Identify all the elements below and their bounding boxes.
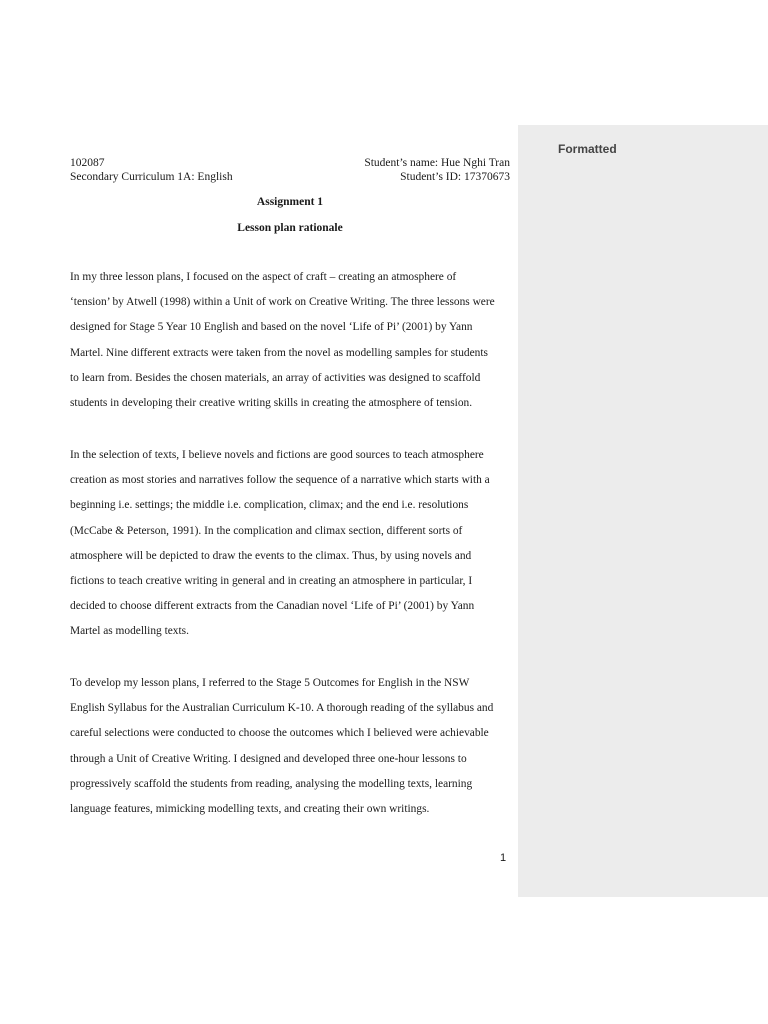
paragraph-2	[70, 443, 510, 645]
comments-pane	[518, 125, 768, 897]
text-line: through a Unit of Creative Writing. I designed and developed three one-hour lessons to	[70, 752, 467, 765]
text-line: students in developing their creative writing skills in creating the atmosphere of tension.	[70, 397, 473, 410]
text-line: to learn from. Besides the chosen materials, an array of activities was designed to scaffold	[70, 371, 481, 384]
text-line: (McCabe & Peterson, 1991). In the complication and climax section, different sorts of	[70, 524, 463, 537]
student-name: Student’s name: Hue Nghi Tran	[364, 157, 510, 169]
document-subtitle: Lesson plan rationale	[237, 222, 343, 234]
text-line: creation as most stories and narratives follow the sequence of a narrative which starts with a	[70, 474, 490, 487]
formatted-comment-label: Formatted	[558, 142, 617, 156]
text-line: Martel as modelling texts.	[70, 625, 189, 638]
text-line: progressively scaffold the students from reading, analysing the modelling texts, learning	[70, 777, 473, 790]
paragraph-1	[70, 265, 510, 416]
text-line: ‘tension’ by Atwell (1998) within a Unit of work on Creative Writing. The three lessons were	[70, 296, 495, 309]
course-code: 102087	[70, 157, 105, 169]
student-id: Student’s ID: 17370673	[400, 171, 510, 183]
text-line: fictions to teach creative writing in general and in creating an atmosphere in particular, I	[70, 575, 473, 588]
text-line: atmosphere will be depicted to draw the events to the climax. Thus, by using novels and	[70, 549, 472, 562]
text-line: In my three lesson plans, I focused on the aspect of craft – creating an atmosphere of	[70, 271, 457, 283]
paragraph-3	[70, 671, 510, 822]
page-number: 1	[500, 852, 507, 864]
text-line: beginning i.e. settings; the middle i.e. complication, climax; and the end i.e. resolutions	[70, 499, 469, 512]
text-line: careful selections were conducted to choose the outcomes which I believed were achievable	[70, 727, 489, 740]
text-line: language features, mimicking modelling texts, and creating their own writings.	[70, 803, 430, 816]
text-line: designed for Stage 5 Year 10 English and based on the novel ‘Life of Pi’ (2001) by Yann	[70, 321, 473, 334]
text-line: Martel. Nine different extracts were taken from the novel as modelling samples for students	[70, 346, 488, 359]
course-name: Secondary Curriculum 1A: English	[70, 171, 233, 183]
header-right	[364, 156, 510, 184]
text-line: English Syllabus for the Australian Curriculum K-10. A thorough reading of the syllabus and	[70, 702, 494, 715]
text-line: decided to choose different extracts from the Canadian novel ‘Life of Pi’ (2001) by Yann	[70, 600, 475, 613]
assignment-title: Assignment 1	[256, 196, 324, 208]
document-page	[70, 0, 510, 1024]
text-line: In the selection of texts, I believe novels and fictions are good sources to teach atmosphere	[70, 449, 484, 461]
header-left	[70, 156, 233, 184]
text-line: To develop my lesson plans, I referred to the Stage 5 Outcomes for English in the NSW	[70, 677, 470, 689]
